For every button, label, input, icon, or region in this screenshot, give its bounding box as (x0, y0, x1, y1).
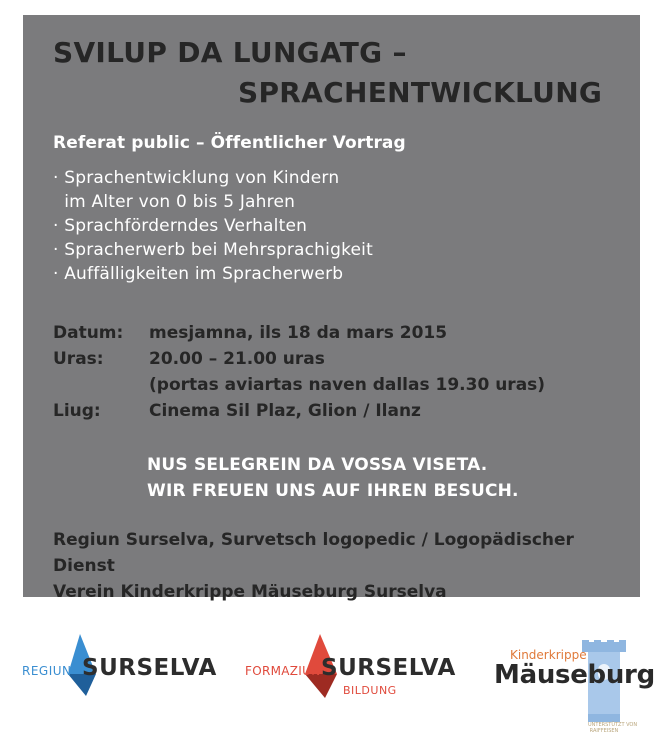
title-line-2: SPRACHENTWICKLUNG (238, 76, 603, 109)
time-note: (portas aviartas naven dallas 19.30 uras) (149, 375, 546, 395)
location-value: Cinema Sil Plaz, Glion / Ilanz (149, 401, 421, 421)
topic-item: · Auffälligkeiten im Spracherwerb (53, 264, 344, 284)
closing-message (147, 452, 519, 504)
regiun-big-text: SURSELVA (82, 655, 217, 681)
topic-item: im Alter von 0 bis 5 Jahren (53, 192, 296, 212)
date-label: Datum: (53, 323, 124, 343)
location-row (53, 398, 545, 424)
time-note-row (53, 372, 545, 398)
topic-item: · Spracherwerb bei Mehrsprachigkeit (53, 240, 373, 260)
event-details (53, 320, 545, 424)
flyer-subtitle: Referat public – Öffentlicher Vortrag (53, 133, 406, 153)
topic-item: · Sprachentwicklung von Kindern (53, 168, 340, 188)
mauseburg-text: Mäuseburg (494, 660, 655, 690)
raiffeisen-sponsor (588, 722, 638, 734)
closing-line-1: NUS SELEGREIN DA VOSSA VISETA. (147, 455, 488, 475)
closing-line-2: WIR FREUEN UNS AUF IHREN BESUCH. (147, 481, 519, 501)
sponsor-line-1: UNTERSTÜTZT VON (588, 722, 638, 728)
location-label: Liug: (53, 401, 101, 421)
kinderkrippe-small-text: Kinderkrippe (510, 648, 587, 662)
regiun-surselva-logo (22, 630, 217, 700)
regiun-small-text: REGIUN (22, 664, 72, 678)
organizer-line-2: Verein Kinderkrippe Mäuseburg Surselva (53, 582, 447, 602)
date-value: mesjamna, ils 18 da mars 2015 (149, 323, 448, 343)
kinderkrippe-logo (490, 640, 655, 735)
bildung-text: BILDUNG (343, 684, 397, 697)
time-row (53, 346, 545, 372)
time-value: 20.00 – 21.00 uras (149, 349, 325, 369)
organizers (53, 527, 640, 605)
formaziun-big-text: SURSELVA (321, 655, 456, 681)
topic-list (53, 166, 373, 286)
formaziun-surselva-logo (245, 630, 456, 705)
event-flyer-panel (23, 15, 640, 602)
time-label: Uras: (53, 349, 104, 369)
topic-item: · Sprachförderndes Verhalten (53, 216, 308, 236)
formaziun-small-text: FORMAZIUN (245, 664, 321, 678)
sponsor-line-2: RAIFFEISEN (589, 728, 619, 734)
flyer-title (53, 33, 602, 113)
organizer-line-1: Regiun Surselva, Survetsch logopedic / Logopädischer Dienst (53, 530, 574, 576)
date-row (53, 320, 545, 346)
title-line-1: SVILUP DA LUNGATG – (53, 36, 407, 69)
